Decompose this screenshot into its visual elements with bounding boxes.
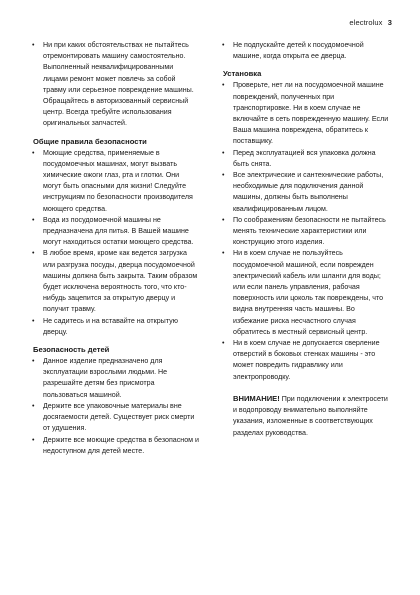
list-item: • Не подпускайте детей к посудомоечной машине, когда открыта ее дверца.	[222, 41, 364, 61]
list-item: • Не садитесь и на вставайте на открытую дверцу.	[32, 316, 178, 336]
section-heading-installation: Установка	[223, 69, 262, 79]
child-safety-list-continued	[221, 40, 391, 62]
list-item: • Держите все моющие средства в безопасном и недоступном для детей месте.	[32, 435, 199, 455]
list-item: • Перед эксплуатацией вся упаковка должна быть снята.	[222, 148, 376, 168]
list-item: • По соображениям безопасности не пытайтесь менять технические характеристики или конструкцию этого изделия.	[222, 215, 386, 247]
page-header	[349, 18, 392, 27]
list-item: • Ни в коем случае не пользуйтесь посудомоечной машиной, если поврежден электрический кабель или шланги для воды; или если панель управления, рабочая поверхность или цоколь так повреждены, что видна внутренняя часть машины. Во избежание риска несчастного случая обратитесь в местный сервисный центр.	[222, 249, 384, 336]
list-item: • Ни при каких обстоятельствах не пытайтесь отремонтировать машину самостоятельно. Выполненный неквалифицированными лицами ремонт может повлечь за собой травму или серьезное повреждение машины. Обращайтесь в авторизованный сервисный центр. Всегда требуйте использования оригинальных запчастей.	[32, 41, 194, 128]
left-column	[31, 40, 199, 457]
warning-note	[221, 393, 391, 439]
general-safety-list	[31, 148, 199, 338]
list-item: • Проверьте, нет ли на посудомоечной машине повреждений, полученных при транспортировке. Ни в коем случае не включайте в сеть поврежденную машину. Если Ваша машина повреждена, обратитесь к поставщику.	[222, 81, 389, 146]
right-column	[221, 40, 391, 439]
page-number: 3	[387, 18, 392, 27]
list-item: • Моющие средства, применяемые в посудомоечных машинах, могут вызвать химические ожоги глаз, рта и глотки. Они могут быть опасными для жизни! Следуйте инструкциям по безопасности производителя моющего средства.	[32, 148, 193, 213]
installation-list	[221, 80, 391, 382]
list-item: • Вода из посудомоечной машины не предназначена для питья. В Вашей машине могут находиться остатки моющего средства.	[32, 215, 194, 247]
intro-list	[31, 40, 199, 130]
list-item: • Все электрические и сантехнические работы, необходимые для подключения данной машины, должны быть выполнены квалифицированным лицом.	[222, 171, 384, 213]
child-safety-list	[31, 356, 199, 457]
list-item: • В любое время, кроме как ведется загрузка или разгрузка посуды, дверца посудомоечной машины должна быть закрыта. Таким образом будет исключена вероятность того, что кто-нибудь зацепится за открытую дверцу и получит травму.	[32, 249, 198, 314]
brand-name: electrolux	[349, 18, 383, 27]
warning-text: При подключении к электросети и водопроводу внимательно выполняйте указания, изложенные в соответствующих разделах руководства.	[233, 394, 388, 437]
warning-label: ВНИМАНИЕ!	[233, 393, 280, 403]
list-item: • Держите все упаковочные материалы вне досягаемости детей. Существует риск смерти от удушения.	[32, 401, 195, 433]
section-heading-child-safety: Безопасность детей	[33, 345, 110, 355]
list-item: • Ни в коем случае не допускается сверление отверстий в боковых стенках машины - это может повредить гидравлику или электропроводку.	[222, 339, 380, 381]
section-heading-general-safety: Общие правила безопасности	[33, 136, 147, 146]
list-item: • Данное изделие предназначено для эксплуатации взрослыми людьми. Не разрешайте детям без присмотра пользоваться машиной.	[32, 357, 168, 399]
